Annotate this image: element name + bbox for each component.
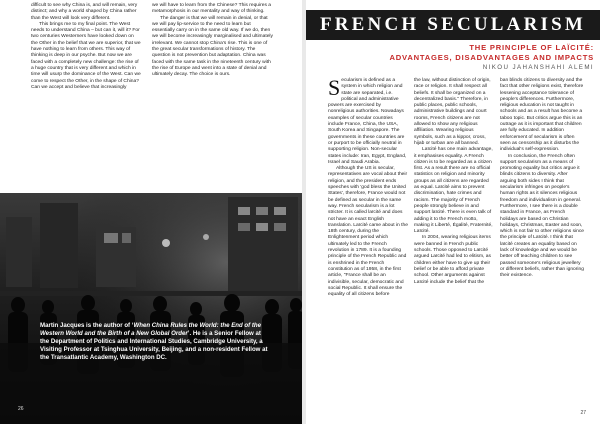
paragraph: The danger is that we will remain in denial, or that we will pay lip-service to the need to learn but essentially carry on in the same old way. If we do, then we will become increasingly marginalised and ultimately irrelevant. We cannot stop China's rise. This is one of the great secular transformations of history. The question is not prevention but adaptation. China was faced with the same task in the nineteenth century with the rise of Europe and went into a state of denial and ultimately decay. The choice is ours. (152, 15, 273, 78)
caption-suffix: ’. He is a Senior Fellow at the Department of Politics and International Studies, Cambridge University, a Visiting Professor at Tsinghua University, Beijing, and a non-resident Fellow at the Transatlantic Academy, Washington DC. (40, 330, 268, 362)
right-page (306, 0, 600, 424)
paragraph: ban blinds citizens to diversity and the fact that other religions exist, therefore lessening acceptance tolerance of people's differences. Furthermore, religious education is not taught in schools and as a result has become a taboo topic. But critics argue this is an outrage as it is important that children are fully educated. In addition enforcement of secularism is often seen as censorship as it disturbs the individual's self-expression. (500, 78, 584, 153)
left-column-1 (31, 3, 141, 91)
caption-prefix: Martin Jacques is the author of ‘ (40, 322, 134, 329)
subtitle-line: ADVANTAGES, DISADVANTAGES AND IMPACTS (389, 52, 594, 62)
page-number: 26 (18, 406, 24, 412)
book-title: When China Rules the World: the End of the Western World and the Birth of a New Global Order (40, 322, 261, 338)
right-column-2 (414, 78, 494, 286)
subtitle-line: THE PRINCIPLE OF LAÏCITÉ: (469, 43, 594, 52)
street-crowd-photo (0, 193, 302, 424)
paragraph: This brings me to my final point. The West needs to understand China – but can it, will it? For two centuries Westerners have looked down on the Other in the belief that we are superior, that we have nothing to learn from others. This way of thinking is deep in our psyche. But now we are faced with a completely new challenge: the rise of a huge country that is very different and which in time will usurp the dominance of the West. Can we come to respect the Other, in the shape of China? Can we accept and believe that increasingly (31, 21, 141, 90)
paragraph-text: ecularism is defined as a system in which religion and state are separated, i.e. political and administrative powers are exercised by nonreligious authorities. Nowadays examples of secular countries include France, China, the USA, South Korea and Singapore. The governments in these countries are or purport to be officially neutral in supporting religion. Non-secular states include: Iran, Egypt, England, Israel and Saudi Arabia. (328, 78, 407, 165)
right-column-1 (328, 75, 408, 298)
article-author: NIKOU JAHANSHAHI ALEMI (482, 64, 594, 71)
paragraph: we will have to learn from the Chinese? This requires a metamorphosis in our mentality and way of thinking. (152, 3, 271, 15)
right-column-3 (500, 78, 584, 280)
left-column-2 (152, 3, 274, 79)
paragraph (328, 75, 408, 166)
paragraph: In 2004, wearing religious items were banned in French public schools. Those opposed to Laïcité argued Laïcité had led to elitism, as children either have to give up their belief or be able to afford private school. Other arguments against Laïcité include the belief that the (414, 235, 491, 285)
page-number: 27 (580, 410, 586, 416)
paragraph: difficult to see why China is, and will remain, very distinct; and why a world shaped by China rather than the West will look very different. (31, 3, 138, 21)
article-subtitle (316, 43, 594, 62)
author-bio-caption (40, 322, 268, 362)
paragraph: Laïcité has one main advantage, it emphasises equality. A French citizen is to be regarded as a citizen first. As a result there are no official statistics on religion and minority groups as all citizens are regarded as equal. Laïcité aims to prevent discrimination, hate crimes and racism. The majority of French people strongly believe in and support laïcité. There is even talk of adding it to the French motto, making it Liberté, Égalité, Fraternité, Laïcité. (414, 147, 493, 235)
drop-cap: S (328, 75, 341, 100)
paragraph: Although the US is secular, representatives are vocal about their religion, and the president ends speeches with 'god bless the United States', therefore, France would not be defined as secular in the same way. French secularism is a lot stricter. It is called laïcité and does not have an exact English translation. Laïcité came about in the 18th century, during the Enlightenment period which ultimately led to the French revolution in 1789. It is a founding principle of the French Republic and is enshrined in the French constitution as of 1958, in the first article, "France shall be an indivisible, secular, democratic and social Republic. It shall ensure the equality of all citizens before (328, 166, 408, 298)
paragraph: the law, without distinction of origin, race or religion. It shall respect all beliefs. It shall be organized on a decentralized basis." Therefore, in public places, public schools, administrative buildings and court rooms, French citizens are not allowed to show any religious affiliation. Wearing religious symbols, such as a kippor, cross, hijab or turban are all banned. (414, 78, 491, 146)
article-title: FRENCH SECULARISM (306, 10, 600, 40)
paragraph: In conclusion, the French often support secularism as a means of promoting equality but critics argue it blinds citizens to diversity. After arguing both sides I think that secularism infringes on people's human rights as it silences religious freedom and individualism in general. Furthermore, I see there is a double standard in France, as French holidays are based on Christian holidays, Christmas, Easter and soon, which is not fair to other religions since the principle of Laïcité. I think that laïcité creates an equality based on lack of knowledge and we would be better off teaching children to see passed someone's religious jewellery or different beliefs, rather than ignoring their existence. (500, 153, 584, 279)
